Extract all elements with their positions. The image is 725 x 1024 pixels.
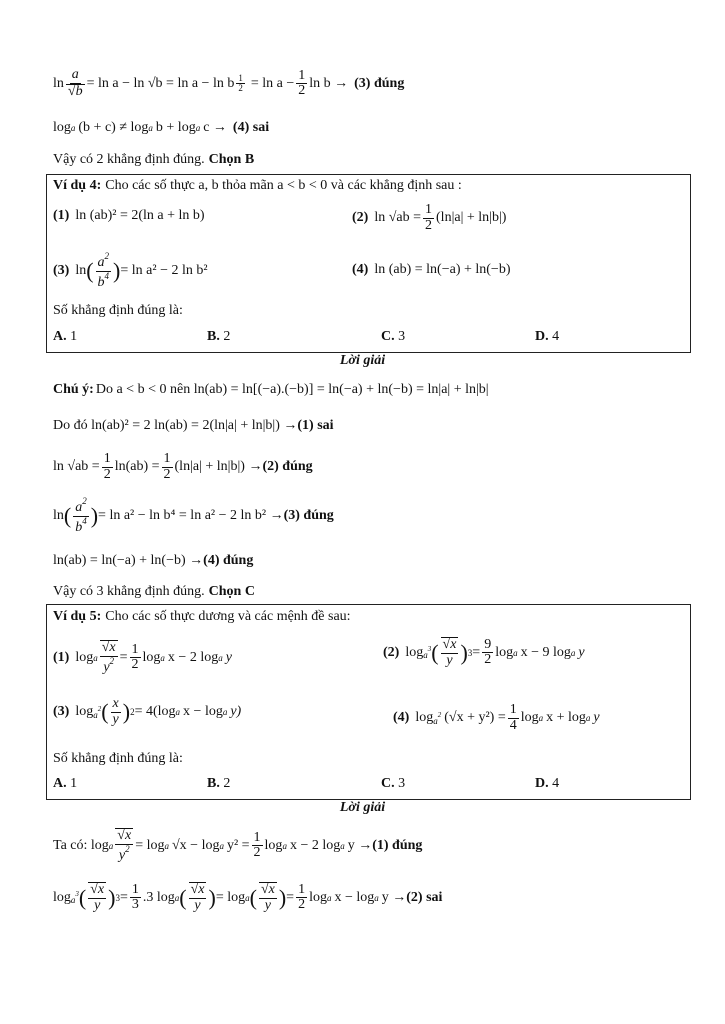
answer-c: C. 3 [381, 329, 406, 344]
example-label: Ví dụ 4: [53, 178, 102, 193]
fraction-half-2: $\frac{1}{2}$ [163, 451, 171, 482]
solution-line-2 [53, 452, 313, 482]
statement-2 [352, 203, 506, 233]
solution-5-line-1: Ta có: log a √ $\frac{x}{y^2}$ = log a √x − log a y² = $\frac{1}{2}$ log a x − 2 log a y → (1) đúng [53, 828, 422, 863]
result-label: (4) đúng [203, 553, 254, 568]
solution-text-2: ln(ab) = [114, 459, 160, 475]
statement-label: (2) [383, 644, 400, 660]
ln-label: ln [53, 75, 64, 91]
conclusion-text: Vậy có 3 khẳng định đúng. [53, 584, 205, 599]
statement-5-3: (3) log $a^2$ ( $\frac{x}{y}$ ) 2 = 4(log a x − log a y) [53, 696, 242, 727]
conclusion-line-2 [53, 584, 255, 600]
conclusion-choice: Chọn B [208, 152, 255, 167]
note-text: Do a < b < 0 nên ln(ab) = ln[(−a).(−b)] = ln(−a) + ln(−b) = ln|a| + ln|b| [95, 382, 489, 397]
statement-label: (2) [352, 210, 369, 226]
fraction-a2-over-b4: $\frac{a^2}{b^4}$ [75, 496, 87, 535]
statement-5-4: (4) log $a^2$ (√x + y²) = $\frac{1}{4}$ log a x + log a y [393, 702, 600, 733]
result-label: (1) đúng [372, 837, 423, 853]
solution-heading-2: Lời giải [339, 800, 386, 815]
solution-line-1 [53, 418, 334, 434]
expression-tail-2: ln b → [309, 75, 349, 91]
statement-text: ln (ab) = ln(−a) + ln(−b) [374, 262, 511, 277]
fraction-half: $\frac{1}{2}$ [298, 67, 306, 99]
statement-5-2: (2) log $a^3$ ( √ $\frac{x}{y}$ ) 3 = $\frac{9}{2}$ log a x − 9 log a y [383, 637, 585, 668]
example-4-title [53, 178, 462, 194]
fraction-a-over-sqrt-b: a √ b [66, 68, 85, 99]
statement-label: (3) [53, 704, 70, 720]
statement-3: (3) ln ( $\frac{a^2}{b^4}$ ) = ln a² − 2 ln b² [53, 251, 208, 290]
statement-4 [352, 262, 510, 278]
fraction-sqrtx-over-y-3: √ $\frac{x}{y}$ [259, 882, 277, 913]
statement-text: ln √ab = [374, 210, 422, 226]
conclusion-line [53, 152, 254, 168]
fraction-sqrtx-over-y2: √ $\frac{x}{y^2}$ [115, 828, 133, 863]
conclusion-text: Vậy có 2 khẳng định đúng. [53, 152, 205, 167]
note-line [53, 382, 489, 398]
exponent-half: $\frac{1}{2}$ [238, 72, 243, 94]
result-label: (2) sai [406, 889, 443, 905]
fraction-half: $\frac{1}{2}$ [253, 829, 261, 861]
expression-2: b + log [155, 120, 196, 135]
result-label: (4) sai [232, 120, 270, 135]
expression-tail: = ln a − [250, 75, 295, 91]
answer-b-2: B. 2 [207, 776, 231, 791]
fraction-half: $\frac{1}{2}$ [425, 202, 433, 233]
fraction-sqrtx-over-y2: √ $\frac{x}{y^2}$ [100, 640, 118, 675]
fraction-9-over-2: $\frac{9}{2}$ [484, 636, 492, 668]
solution-5-line-2: log $a^3$ ( √ $\frac{x}{y}$ ) 3 = $\frac{1}{3}$ .3 log a ( √ $\frac{x}{y}$ ) = log a ( √ $\frac{x}{y}$ ) = $\frac{1}{2}$ log a x − log a y → (2) sai [53, 882, 442, 913]
conclusion-choice: Chọn C [208, 584, 255, 599]
result-label: (3) đúng [354, 75, 405, 91]
fraction-a2-over-b4: $\frac{a^2}{b^4}$ [97, 251, 110, 290]
statement-text-2: (ln|a| + ln|b|) [436, 210, 507, 226]
solution-heading: Lời giải [339, 353, 386, 368]
statement-label: (1) [53, 208, 70, 223]
statement-label: (1) [53, 649, 70, 665]
fraction-half: $\frac{1}{2}$ [131, 641, 139, 673]
answer-d-2: D. 4 [535, 776, 560, 791]
result-label: (2) đúng [262, 459, 313, 475]
expression: (b + c) ≠ log [78, 120, 149, 135]
solution-line-3 [53, 68, 404, 99]
statement-label: (4) [393, 710, 410, 726]
solution-line-3b: ln ( $\frac{a^2}{b^4}$ ) = ln a² − ln b⁴ = ln a² − 2 ln b² → (3) đúng [53, 496, 334, 535]
solution-text: ln(ab) = ln(−a) + ln(−b) → [53, 553, 204, 568]
solution-line-4b [53, 553, 253, 569]
answer-d: D. 4 [535, 329, 560, 344]
solution-text-3: (ln|a| + ln|b|) → [174, 459, 263, 475]
fraction-half: $\frac{1}{2}$ [103, 451, 111, 482]
fraction-half: $\frac{1}{2}$ [298, 881, 306, 913]
statement-1 [53, 208, 205, 224]
statement-text: = ln a² − 2 ln b² [120, 263, 208, 279]
example-5-title [53, 609, 351, 625]
log-label: log [53, 120, 71, 135]
solution-text: = ln a² − ln b⁴ = ln a² − 2 ln b² → [98, 508, 284, 524]
expression: = ln a − ln √b = ln a − ln b [86, 75, 235, 91]
answer-a-2: A. 1 [53, 776, 78, 791]
note-label: Chú ý: [53, 382, 94, 397]
fraction-1-over-4: $\frac{1}{4}$ [509, 702, 517, 733]
statement-5-1: (1) log a √ $\frac{x}{y^2}$ = $\frac{1}{2}$ log a x − 2 log a y [53, 640, 232, 675]
solution-text: ln √ab = [53, 459, 100, 475]
answer-c-2: C. 3 [381, 776, 406, 791]
statement-label: (3) [53, 263, 70, 279]
question-text: Số khẳng định đúng là: [53, 303, 183, 318]
solution-line-4: log a (b + c) ≠ log a b + log a c → (4) sai [53, 120, 270, 135]
expression-3: c → [203, 120, 227, 135]
example-intro: Cho các số thực a, b thỏa mãn a < b < 0 và các khẳng định sau : [105, 178, 462, 193]
result-label: (1) sai [297, 418, 334, 433]
example-label: Ví dụ 5: [53, 609, 102, 624]
question-line-2 [53, 751, 183, 767]
solution-text: Do đó ln(ab)² = 2 ln(ab) = 2(ln|a| + ln|b|) → [53, 418, 298, 433]
question-text: Số khẳng định đúng là: [53, 751, 183, 766]
answer-b: B. 2 [207, 329, 231, 344]
example-intro: Cho các số thực dương và các mệnh đề sau: [105, 609, 351, 624]
statement-label: (4) [352, 262, 369, 277]
fraction-x-over-y: $\frac{x}{y}$ [112, 696, 119, 727]
answer-a: A. 1 [53, 329, 78, 344]
fraction-sqrtx-over-y: √ $\frac{x}{y}$ [88, 882, 106, 913]
fraction-1-over-3: $\frac{1}{3}$ [131, 881, 139, 913]
result-label: (3) đúng [283, 508, 334, 524]
question-line [53, 303, 183, 319]
fraction-sqrtx-over-y-2: √ $\frac{x}{y}$ [189, 882, 207, 913]
statement-text: ln (ab)² = 2(ln a + ln b) [75, 208, 205, 223]
fraction-sqrtx-over-y: √ $\frac{x}{y}$ [441, 637, 459, 668]
